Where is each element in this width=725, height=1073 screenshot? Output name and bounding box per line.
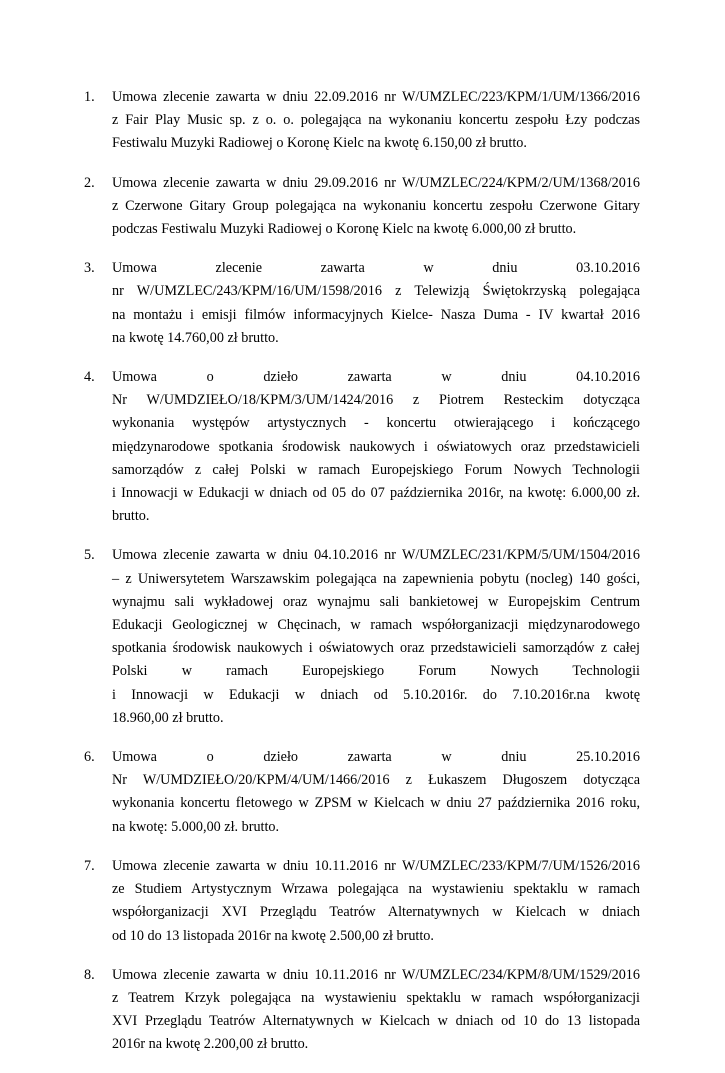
list-item	[84, 544, 644, 730]
item-text	[112, 746, 640, 839]
text-line: spotkania środowisk naukowych i oświatowych oraz przedstawicieli samorządów z całej	[112, 640, 640, 657]
contract-list	[84, 86, 644, 1073]
item-number: 2.	[84, 174, 95, 191]
text-line: Polski w ramach Europejskiego Forum Nowych Technologii	[112, 663, 640, 680]
list-item	[84, 86, 644, 156]
list-item	[84, 366, 644, 528]
list-item	[84, 964, 644, 1057]
text-line: wykonania koncertu fletowego w ZPSM w Kielcach w dniu 27 października 2016 roku,	[112, 795, 640, 812]
text-line: Umowa o dzieło zawarta w dniu 25.10.2016	[112, 749, 640, 766]
text-line: 2016r na kwotę 2.200,00 zł brutto.	[112, 1036, 309, 1053]
list-item	[84, 746, 644, 839]
text-line: Umowa zlecenie zawarta w dniu 10.11.2016 nr W/UMZLEC/234/KPM/8/UM/1529/2016	[112, 966, 640, 983]
text-line: – z Uniwersytetem Warszawskim polegająca na zapewnienia pobytu (nocleg) 140 gości,	[112, 570, 640, 587]
text-line: i Innowacji w Edukacji w dniach od 05 do 07 października 2016r, na kwotę: 6.000,00 zł.	[112, 485, 640, 502]
text-line: podczas Festiwalu Muzyki Radiowej o Koronę Kielc na kwotę 6.000,00 zł brutto.	[112, 221, 577, 238]
text-line: współorganizacji XVI Przeglądu Teatrów Alternatywnych w Kielcach w dniach	[112, 904, 640, 921]
item-text	[112, 86, 640, 156]
text-line: z Fair Play Music sp. z o. o. polegająca na wykonaniu koncertu zespołu Łzy podczas	[112, 112, 640, 129]
text-line: XVI Przeglądu Teatrów Alternatywnych w Kielcach w dniach od 10 do 13 listopada	[112, 1013, 640, 1030]
item-text	[112, 544, 640, 730]
text-line: z Czerwone Gitary Group polegająca na wykonaniu koncertu zespołu Czerwone Gitary	[112, 197, 640, 214]
text-line: Umowa zlecenie zawarta w dniu 04.10.2016 nr W/UMZLEC/231/KPM/5/UM/1504/2016	[112, 547, 640, 564]
text-line: Umowa zlecenie zawarta w dniu 03.10.2016	[112, 260, 640, 277]
item-number: 8.	[84, 966, 95, 983]
text-line: na kwotę 14.760,00 zł brutto.	[112, 329, 279, 346]
item-number: 6.	[84, 749, 95, 766]
item-text	[112, 366, 640, 528]
text-line: brutto.	[112, 508, 150, 525]
text-line: i Innowacji w Edukacji w dniach od 5.10.2016r. do 7.10.2016r.na kwotę	[112, 686, 640, 703]
item-number: 7.	[84, 857, 95, 874]
text-line: Umowa o dzieło zawarta w dniu 04.10.2016	[112, 369, 640, 386]
text-line: nr W/UMZLEC/243/KPM/16/UM/1598/2016 z Telewizją Świętokrzyską polegająca	[112, 283, 640, 300]
item-number: 4.	[84, 369, 95, 386]
text-line: wynajmu sali wykładowej oraz wynajmu sali bankietowej w Europejskim Centrum	[112, 593, 640, 610]
text-line: Umowa zlecenie zawarta w dniu 10.11.2016 nr W/UMZLEC/233/KPM/7/UM/1526/2016	[112, 857, 640, 874]
text-line: na montażu i emisji filmów informacyjnych Kielce- Nasza Duma - IV kwartał 2016	[112, 306, 640, 323]
text-line: międzynarodowe spotkania środowisk naukowych i oświatowych oraz przedstawicieli	[112, 438, 640, 455]
item-text	[112, 855, 640, 948]
text-line: Nr W/UMDZIEŁO/20/KPM/4/UM/1466/2016 z Łukaszem Długoszem dotycząca	[112, 772, 640, 789]
text-line: ze Studiem Artystycznym Wrzawa polegająca na wystawieniu spektaklu w ramach	[112, 881, 640, 898]
list-item	[84, 855, 644, 948]
text-line: samorządów z całej Polski w ramach Europejskiego Forum Nowych Technologii	[112, 461, 640, 478]
text-line: wykonania występów artystycznych - koncertu otwierającego i kończącego	[112, 415, 640, 432]
text-line: z Teatrem Krzyk polegająca na wystawieniu spektaklu w ramach współorganizacji	[112, 989, 640, 1006]
text-line: Umowa zlecenie zawarta w dniu 22.09.2016 nr W/UMZLEC/223/KPM/1/UM/1366/2016	[112, 89, 640, 105]
item-text	[112, 257, 640, 350]
item-number: 3.	[84, 260, 95, 277]
list-item	[84, 257, 644, 350]
list-item	[84, 172, 644, 242]
text-line: Edukacji Geologicznej w Chęcinach, w ramach współorganizacji międzynarodowego	[112, 617, 640, 634]
item-text	[112, 172, 640, 242]
text-line: 18.960,00 zł brutto.	[112, 709, 224, 726]
text-line: od 10 do 13 listopada 2016r na kwotę 2.500,00 zł brutto.	[112, 927, 434, 944]
text-line: Nr W/UMDZIEŁO/18/KPM/3/UM/1424/2016 z Piotrem Resteckim dotycząca	[112, 392, 640, 409]
item-text	[112, 964, 640, 1057]
text-line: Umowa zlecenie zawarta w dniu 29.09.2016 nr W/UMZLEC/224/KPM/2/UM/1368/2016	[112, 174, 640, 191]
item-number: 5.	[84, 547, 95, 564]
text-line: na kwotę: 5.000,00 zł. brutto.	[112, 818, 280, 835]
text-line: Festiwalu Muzyki Radiowej o Koronę Kielc na kwotę 6.150,00 zł brutto.	[112, 135, 527, 152]
item-number: 1.	[84, 89, 95, 105]
